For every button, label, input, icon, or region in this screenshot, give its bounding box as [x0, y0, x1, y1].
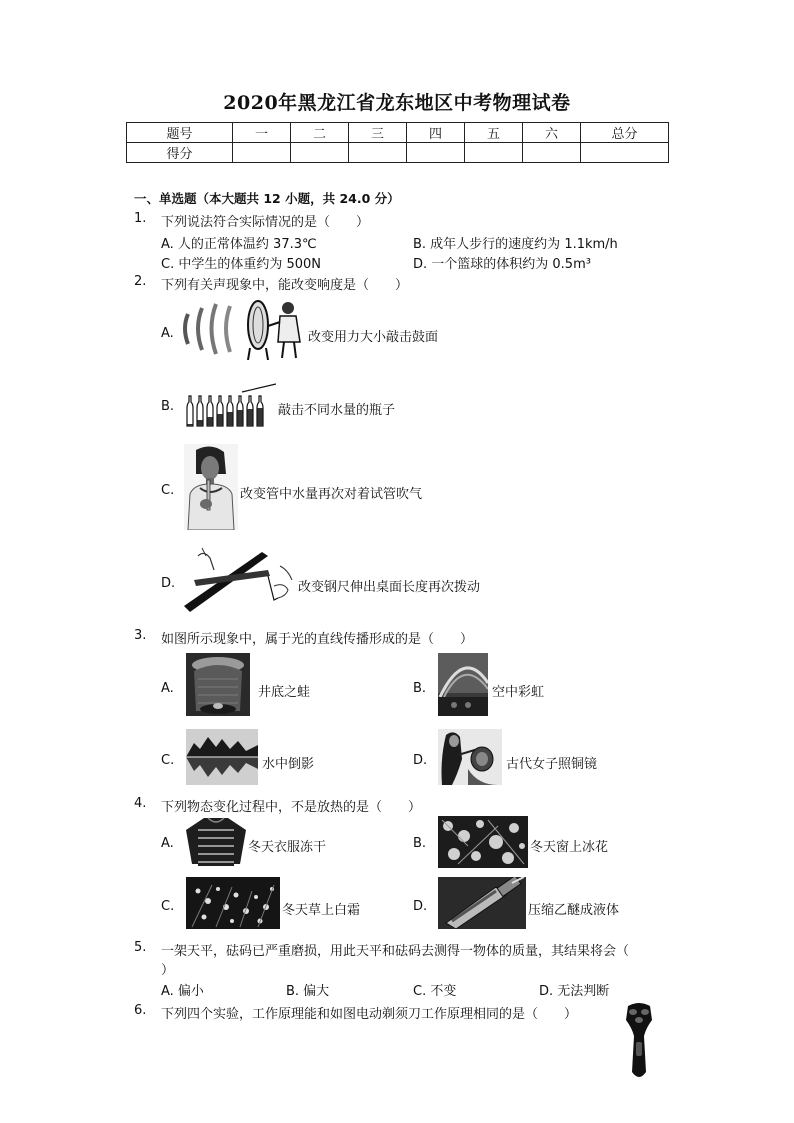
q4-option-a-caption: 冬天衣服冻干: [248, 840, 327, 855]
ruler-table-image: [184, 546, 296, 614]
score-header-cell: 三: [349, 123, 407, 143]
sweater-image: [184, 816, 248, 868]
q3-option-c-caption: 水中倒影: [262, 757, 315, 772]
question-6-stem: 下列四个实验，工作原理能和如图电动剃须刀工作原理相同的是（ ）: [161, 1007, 578, 1022]
q5-option-c[interactable]: C. 不变: [413, 984, 457, 999]
score-cell[interactable]: [407, 143, 465, 163]
girl-blowing-tube-image: [184, 444, 238, 530]
score-cell[interactable]: [581, 143, 669, 163]
q4-option-c-letter[interactable]: C.: [161, 899, 175, 914]
frog-in-well-image: [186, 653, 250, 716]
score-header-cell: 六: [523, 123, 581, 143]
q2-option-d-letter[interactable]: D.: [161, 576, 176, 591]
question-3-stem: 如图所示现象中，属于光的直线传播形成的是（ ）: [161, 632, 474, 647]
q2-option-a-letter[interactable]: A.: [161, 326, 174, 341]
q3-option-d-letter[interactable]: D.: [413, 753, 428, 768]
score-header-cell: 题号: [127, 123, 233, 143]
q4-option-c-caption: 冬天草上白霜: [282, 903, 361, 918]
q2-option-d-caption: 改变钢尺伸出桌面长度再次拨动: [298, 580, 481, 595]
q4-option-b-letter[interactable]: B.: [413, 836, 427, 851]
question-number: 4.: [134, 796, 147, 811]
q3-option-b-letter[interactable]: B.: [413, 681, 427, 696]
question-number: 3.: [134, 628, 147, 643]
score-table: [126, 122, 669, 163]
question-2-stem: 下列有关声现象中，能改变响度是（ ）: [161, 278, 409, 293]
q4-option-a-letter[interactable]: A.: [161, 836, 174, 851]
score-cell[interactable]: [349, 143, 407, 163]
window-frost-image: [438, 816, 528, 868]
q3-option-b-caption: 空中彩虹: [492, 685, 545, 700]
bottles-image: [184, 382, 276, 428]
question-number: 1.: [134, 211, 147, 226]
q1-option-d[interactable]: D. 一个篮球的体积约为 0.5m³: [413, 257, 591, 272]
q4-option-b-caption: 冬天窗上冰花: [530, 840, 609, 855]
score-table-score-row: [127, 143, 669, 163]
syringe-image: [438, 877, 526, 929]
score-header-cell: 一: [233, 123, 291, 143]
score-header-cell: 五: [465, 123, 523, 143]
electric-shaver-image: [622, 1002, 656, 1082]
question-4-stem: 下列物态变化过程中，不是放热的是（ ）: [161, 800, 422, 815]
q2-option-a-caption: 改变用力大小敲击鼓面: [308, 330, 439, 345]
question-number: 5.: [134, 940, 147, 955]
rainbow-image: [438, 653, 488, 716]
frost-grass-image: [186, 877, 280, 929]
score-cell[interactable]: [465, 143, 523, 163]
score-cell[interactable]: [233, 143, 291, 163]
q2-option-c-caption: 改变管中水量再次对着试管吹气: [240, 487, 423, 502]
score-header-cell: 总分: [581, 123, 669, 143]
q3-option-c-letter[interactable]: C.: [161, 753, 175, 768]
q2-option-b-caption: 敲击不同水量的瓶子: [278, 403, 396, 418]
q1-option-a[interactable]: A. 人的正常体温约 37.3℃: [161, 237, 317, 252]
question-5-stem-line2: ）: [161, 963, 175, 978]
score-cell[interactable]: [523, 143, 581, 163]
q1-option-b[interactable]: B. 成年人步行的速度约为 1.1km/h: [413, 237, 618, 252]
q4-option-d-letter[interactable]: D.: [413, 899, 428, 914]
q3-option-a-letter[interactable]: A.: [161, 681, 174, 696]
q3-option-d-caption: 古代女子照铜镜: [506, 757, 598, 772]
q3-option-a-caption: 井底之蛙: [258, 685, 311, 700]
q2-option-b-letter[interactable]: B.: [161, 399, 175, 414]
q2-option-c-letter[interactable]: C.: [161, 483, 175, 498]
score-header-cell: 二: [291, 123, 349, 143]
exam-title: 2020年黑龙江省龙东地区中考物理试卷: [223, 92, 571, 114]
question-number: 6.: [134, 1003, 147, 1018]
q5-option-a[interactable]: A. 偏小: [161, 984, 204, 999]
section-heading: 一、单选题（本大题共 12 小题，共 24.0 分）: [134, 191, 400, 206]
score-table-header-row: [127, 123, 669, 143]
q4-option-d-caption: 压缩乙醚成液体: [528, 903, 620, 918]
q5-option-b[interactable]: B. 偏大: [286, 984, 330, 999]
score-cell[interactable]: [291, 143, 349, 163]
drum-image: [180, 298, 306, 360]
score-row-label: 得分: [127, 143, 233, 163]
q1-option-c[interactable]: C. 中学生的体重约为 500N: [161, 257, 322, 272]
question-1-stem: 下列说法符合实际情况的是（ ）: [161, 215, 370, 230]
q5-option-d[interactable]: D. 无法判断: [539, 984, 610, 999]
reflection-image: [186, 729, 258, 785]
question-number: 2.: [134, 274, 147, 289]
score-header-cell: 四: [407, 123, 465, 143]
bronze-mirror-image: [438, 729, 502, 785]
question-5-stem-line1: 一架天平，砝码已严重磨损，用此天平和砝码去测得一物体的质量，其结果将会（: [161, 944, 630, 959]
